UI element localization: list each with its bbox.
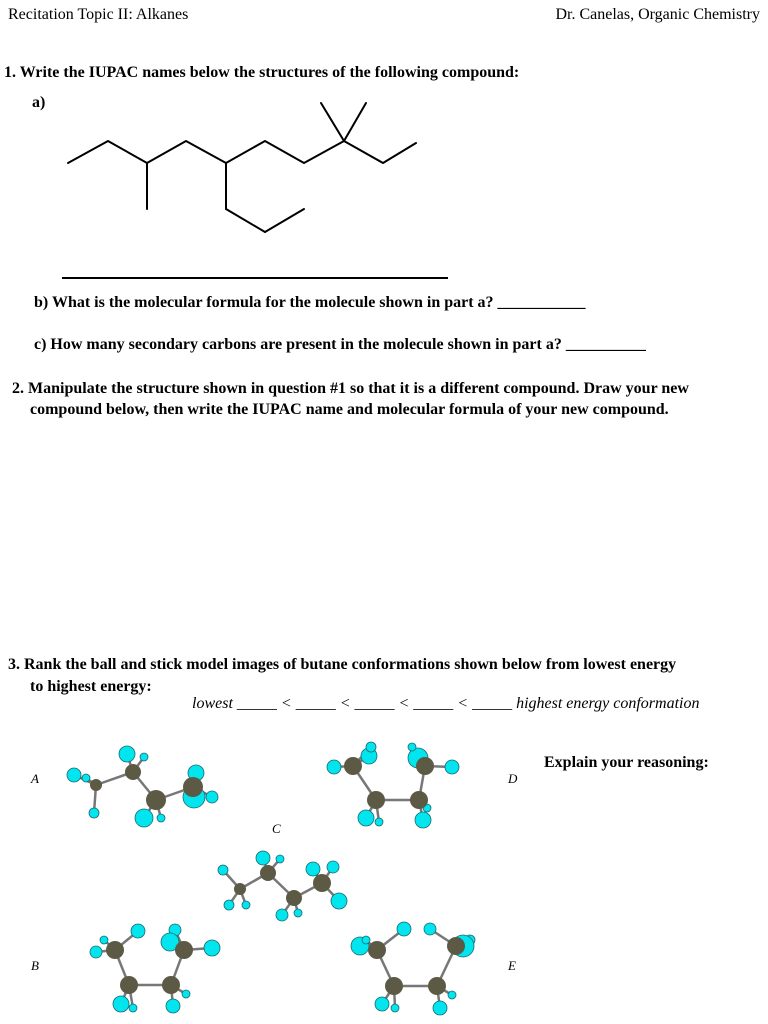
- label-c: C: [272, 821, 281, 836]
- q2-line2: compound below, then write the IUPAC name and molecular formula of your new compound.: [30, 401, 669, 418]
- q2-line1: 2. Manipulate the structure shown in question #1 so that it is a different compound. Draw your new: [12, 380, 689, 397]
- q1-part-b: b) What is the molecular formula for the molecule shown in part a? ___________: [34, 294, 586, 311]
- label-b: B: [31, 958, 39, 973]
- label-d: D: [508, 771, 518, 786]
- header-right: Dr. Canelas, Organic Chemistry: [555, 6, 760, 23]
- q1-prompt: 1. Write the IUPAC names below the structures of the following compound:: [4, 64, 520, 81]
- label-a: A: [31, 771, 39, 786]
- explain-prompt: Explain your reasoning:: [544, 754, 709, 771]
- label-e: E: [508, 958, 516, 973]
- ranking-line: lowest _____ < _____ < _____ < _____ < _____ highest energy conformation: [192, 695, 700, 712]
- q3-line2: to highest energy:: [30, 678, 152, 695]
- q3-line1: 3. Rank the ball and stick model images of butane conformations shown below from lowest energy: [8, 656, 677, 673]
- q1-part-c: c) How many secondary carbons are present in the molecule shown in part a? __________: [34, 336, 646, 353]
- header-left: Recitation Topic II: Alkanes: [8, 6, 189, 23]
- q1-part-a-label: a): [32, 94, 46, 111]
